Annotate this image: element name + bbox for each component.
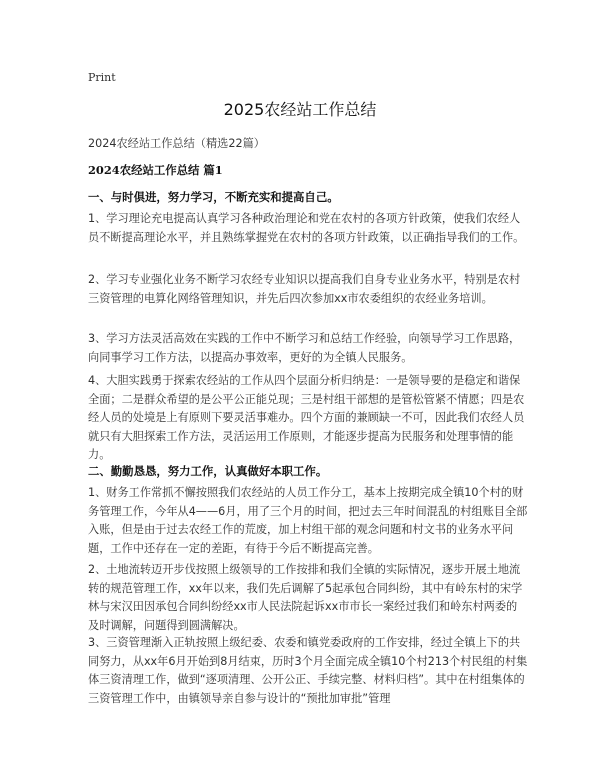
page-subtitle: 2024农经站工作总结（精选22篇） [88, 137, 265, 150]
paragraph-1: 1、学习理论充电提高认真学习各种政治理论和党在农村的各项方针政策，使我们农经人员不断提高理论水平，并且熟练掌握党在农村的各项方针政策，以正确指导我们的工作。 [88, 212, 525, 244]
section-heading-1: 一、与时俱进，努力学习，不断充实和提高自己。 [88, 190, 339, 204]
paragraph-6: 2、土地流转迈开步伐按照上级领导的工作按排和我们全镇的实际情况，逐步开展土地流转的规范管理工作，xx年以来，我们先后调解了5起承包合同纠纷，其中有岭东村的宋学林与宋汉田因承包合同纠纷经xx市人民法院起诉xx市市长一案经过我们和岭东村两委的及时调解，问题得到圆满解决。 [88, 563, 523, 632]
section-heading-2: 二、勤勤恳恳，努力工作，认真做好本职工作。 [88, 464, 328, 478]
chapter-heading: 2024农经站工作总结 篇1 [88, 163, 223, 177]
paragraph-2: 2、学习专业强化业务不断学习农经专业知识以提高我们自身专业业务水平，特别是农村三资管理的电算化网络管理知识，并先后四次参加xx市农委组织的农经业务培训。 [88, 273, 521, 305]
paragraph-5: 1、财务工作常抓不懈按照我们农经站的人员工作分工，基本上按期完成全镇10个村的财务管理工作，今年从4——6月，用了三个月的时间，把过去三年时间混乱的村组账目全部入账，但是由于过去农经工作的荒废，加上村组干部的观念问题和村文书的业务水平问题，工作中还存在一定的差距，有待于今后不断提高完善。 [88, 486, 528, 555]
paragraph-7: 3、三资管理渐入正轨按照上级纪委、农委和镇党委政府的工作安排，经过全镇上下的共同努力，从xx年6月开始到8月结束，历时3个月全面完成全镇10个村213个村民组的村集体三资清理工作，做到“逐项清理、公开公正、手续完整、材料归档”。其中在村组集体的三资管理工作中，由镇领导亲自参与设计的“预批加审批”管理 [88, 636, 528, 705]
paragraph-3: 3、学习方法灵活高效在实践的工作中不断学习和总结工作经验，向领导学习工作思路，向同事学习工作方法，以提高办事效率，更好的为全镇人民服务。 [88, 332, 521, 364]
paragraph-4: 4、大胆实践勇于探索农经站的工作从四个层面分析归纳是：一是领导要的是稳定和谐保全面；二是群众希望的是公平公正能兑现；三是村组干部想的是管松管紧不情愿；四是农经人员的处境是上有原则下要灵活事难办。四个方面的兼顾缺一不可，因此我们农经人员就只有大胆探索工作方法，灵活运用工作原则，才能逐步提高为民服务和处理事情的能力。 [88, 374, 525, 461]
print-label: Print [88, 71, 116, 84]
page-title: 2025农经站工作总结 [223, 100, 377, 119]
